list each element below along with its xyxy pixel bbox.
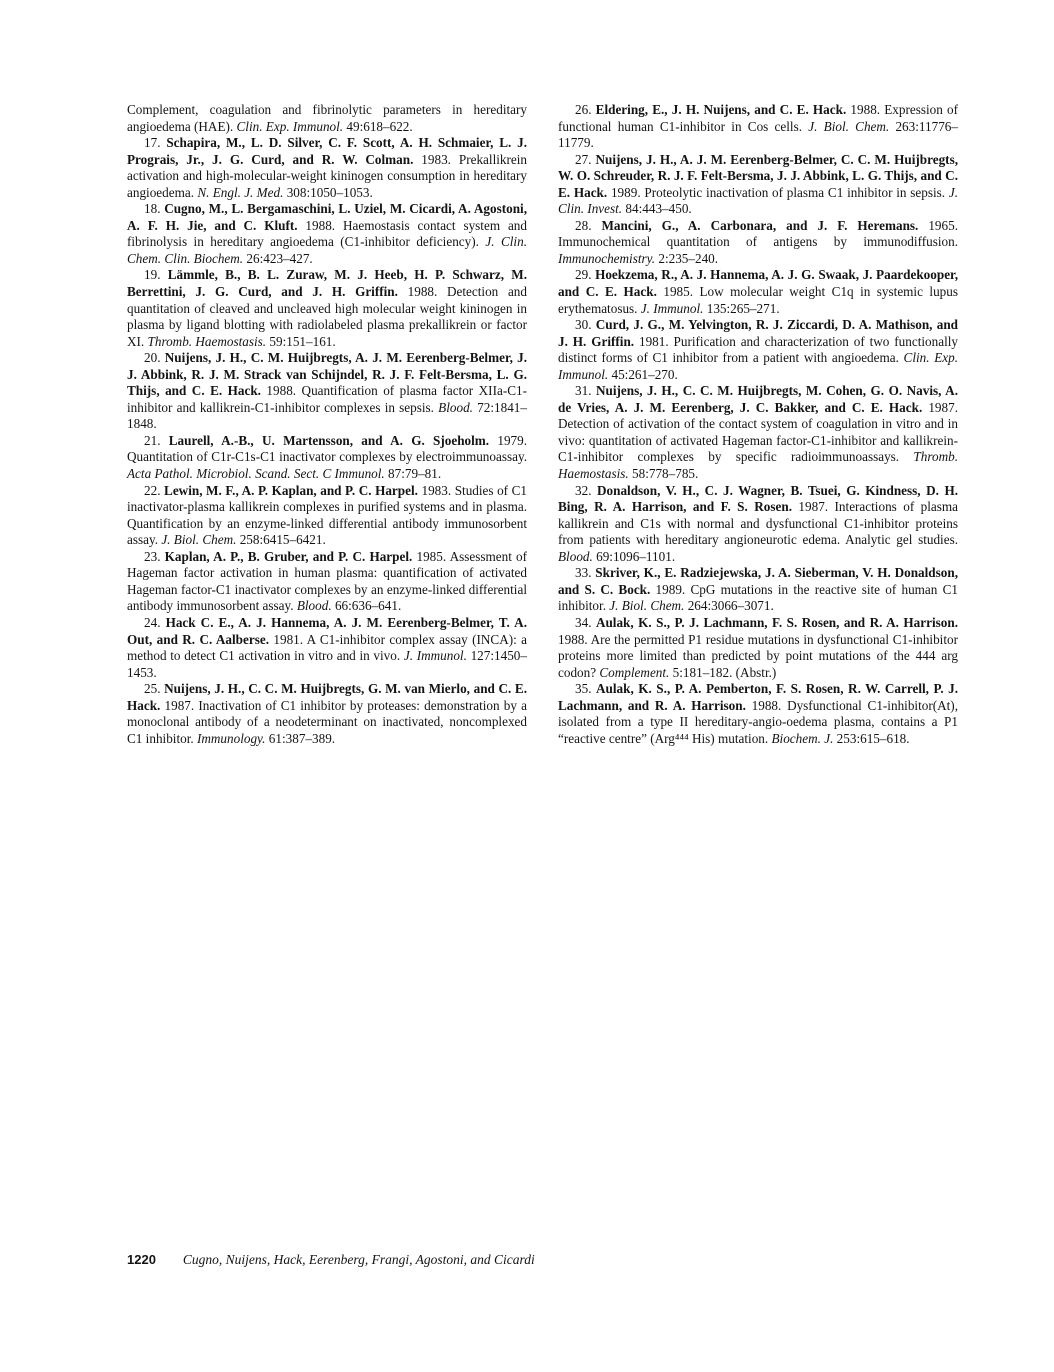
reference-item: 22. Lewin, M. F., A. P. Kaplan, and P. C. Harpel. 1983. Studies of C1 inactivator-plasma kallikrein complexes in purified systems and in plasma. Quantification by an enzyme-linked differential antibody immunosorbent assay. J. Biol. Chem. 258:6415–6421. <box>127 482 527 548</box>
reference-item: 20. Nuijens, J. H., C. M. Huijbregts, A. J. M. Eerenberg-Belmer, J. J. Abbink, R. J. M. Strack van Schijndel, R. J. F. Felt-Bersma, L. G. Thijs, and C. E. Hack. 1988. Quantification of plasma factor XIIa-C1-inhibitor and kallikrein-C1-inhibitor complexes in sepsis. Blood. 72:1841–1848. <box>127 350 528 432</box>
reference-item: 33. Skriver, K., E. Radziejewska, J. A. Sieberman, V. H. Donaldson, and S. C. Bock. 1989. CpG mutations in the reactive site of human C1 inhibitor. J. Biol. Chem. 264:3066–3071. <box>558 565 958 614</box>
reference-item: 21. Laurell, A.-B., U. Martensson, and A. G. Sjoeholm. 1979. Quantitation of C1r-C1s-C1 inactivator complexes by electroimmunoassay. Acta Pathol. Microbiol. Scand. Sect. C Immunol. 87:79–81. <box>127 432 528 482</box>
reference-continuation: Complement, coagulation and fibrinolytic parameters in hereditary angioedema (HAE). Clin. Exp. Immunol. 49:618–622. <box>127 102 527 134</box>
references-column-right <box>558 102 958 747</box>
reference-item: 28. Mancini, G., A. Carbonara, and J. F. Heremans. 1965. Immunochemical quantitation of antigens by immunodiffusion. Immunochemistry. 2:235–240. <box>558 217 959 266</box>
reference-item: 17. Schapira, M., L. D. Silver, C. F. Scott, A. H. Schmaier, L. J. Prograis, Jr., J. G. Curd, and R. W. Colman. 1983. Prekallikrein activation and high-molecular-weight kininogen consumption in hereditary angioedema. N. Engl. J. Med. 308:1050–1053. <box>127 135 528 200</box>
reference-item: 23. Kaplan, A. P., B. Gruber, and P. C. Harpel. 1985. Assessment of Hageman factor activation in human plasma: quantification of activated Hageman factor-C1 inactivator complexes by an enzyme-linked differential antibody immunosorbent assay. Blood. 66:636–641. <box>127 548 528 614</box>
reference-item: 27. Nuijens, J. H., A. J. M. Eerenberg-Belmer, C. C. M. Huijbregts, W. O. Schreuder, R. J. F. Felt-Bersma, J. J. Abbink, L. G. Thijs, and C. E. Hack. 1989. Proteolytic inactivation of plasma C1 inhibitor in sepsis. J. Clin. Invest. 84:443–450. <box>558 151 958 217</box>
reference-item: 35. Aulak, K. S., P. A. Pemberton, F. S. Rosen, R. W. Carrell, P. J. Lachmann, and R. A. Harrison. 1988. Dysfunctional C1-inhibitor(At), isolated from a type II hereditary-angio-oedema plasma, contains a P1 “reactive centre” (Arg⁴⁴⁴ His) mutation. Biochem. J. 253:615–618. <box>558 681 959 746</box>
reference-item: 31. Nuijens, J. H., C. C. M. Huijbregts, M. Cohen, G. O. Navis, A. de Vries, A. J. M. Eerenberg, J. C. Bakker, and C. E. Hack. 1987. Detection of activation of the contact system of coagulation in vitro and in vivo: quantitation of activated Hageman factor-C1-inhibitor and kallikrein-C1-inhibitor complexes by specific radioimmunoassays. Thromb. Haemostasis. 58:778–785. <box>558 383 959 482</box>
reference-item: 25. Nuijens, J. H., C. C. M. Huijbregts, G. M. van Mierlo, and C. E. Hack. 1987. Inactivation of C1 inhibitor by proteases: demonstration by a monoclonal antibody of a neodeterminant on inactivated, noncomplexed C1 inhibitor. Immunology. 61:387–389. <box>127 681 528 746</box>
reference-item: 30. Curd, J. G., M. Yelvington, R. J. Ziccardi, D. A. Mathison, and J. H. Griffin. 1981. Purification and characterization of two functionally distinct forms of C1 inhibitor from a patient with angioedema. Clin. Exp. Immunol. 45:261–270. <box>558 317 959 382</box>
reference-item: 34. Aulak, K. S., P. J. Lachmann, F. S. Rosen, and R. A. Harrison. 1988. Are the permitted P1 residue mutations in dysfunctional C1-inhibitor proteins more limited than predicted by point mutations of the 444 arg codon? Complement. 5:181–182. (Abstr.) <box>558 614 958 680</box>
reference-item: 26. Eldering, E., J. H. Nuijens, and C. E. Hack. 1988. Expression of functional human C1-inhibitor in Cos cells. J. Biol. Chem. 263:11776–11779. <box>558 102 959 151</box>
running-title: Cugno, Nuijens, Hack, Eerenberg, Frangi, Agostoni, and Cicardi <box>182 1252 535 1267</box>
reference-item: 29. Hoekzema, R., A. J. Hannema, A. J. G. Swaak, J. Paardekooper, and C. E. Hack. 1985. Low molecular weight C1q in systemic lupus erythematosus. J. Immunol. 135:265–271. <box>558 267 958 316</box>
reference-item: 19. Lämmle, B., B. L. Zuraw, M. J. Heeb, H. P. Schwarz, M. Berrettini, J. G. Curd, and J. H. Griffin. 1988. Detection and quantitation of cleaved and uncleaved high molecular weight kininogen in plasma by ligand blotting with radiolabeled plasma prekallikrein or factor XI. Thromb. Haemostasis. 59:151–161. <box>127 267 527 349</box>
page-number: 1220 <box>127 1252 156 1267</box>
references-column-left <box>127 102 527 747</box>
reference-item: 24. Hack C. E., A. J. Hannema, A. J. M. Eerenberg-Belmer, T. A. Out, and R. C. Aalberse. 1981. A C1-inhibitor complex assay (INCA): a method to detect C1 activation in vitro and in vivo. J. Immunol. 127:1450–1453. <box>127 614 528 680</box>
page-footer <box>127 1252 959 1268</box>
reference-item: 32. Donaldson, V. H., C. J. Wagner, B. Tsuei, G. Kindness, D. H. Bing, R. A. Harrison, and F. S. Rosen. 1987. Interactions of plasma kallikrein and C1s with normal and dysfunctional C1-inhibitor proteins from patients with hereditary angioneurotic edema. Analytic gel studies. Blood. 69:1096–1101. <box>558 482 958 564</box>
reference-item: 18. Cugno, M., L. Bergamaschini, L. Uziel, M. Cicardi, A. Agostoni, A. F. H. Jie, and C. Kluft. 1988. Haemostasis contact system and fibrinolysis in hereditary angioedema (C1-inhibitor deficiency). J. Clin. Chem. Clin. Biochem. 26:423–427. <box>127 201 527 266</box>
references-section <box>127 102 959 747</box>
